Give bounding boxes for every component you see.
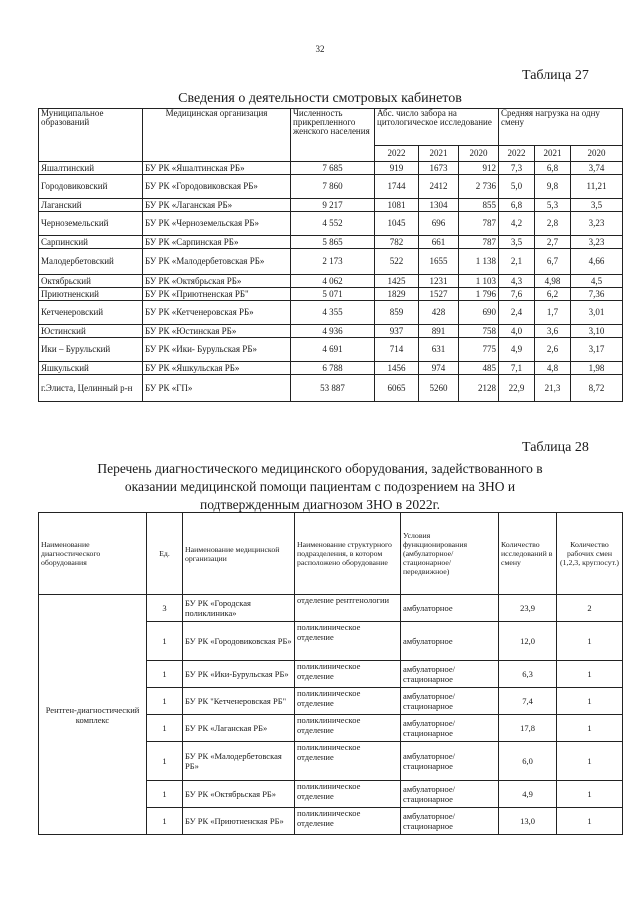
abs-2021-cell: 696 <box>419 212 459 236</box>
table28-row <box>39 595 623 622</box>
abs-2020-cell: 2128 <box>459 375 499 402</box>
abs-2022-cell: 1456 <box>375 362 419 375</box>
population-cell: 4 691 <box>291 338 375 362</box>
year-header: 2021 <box>419 146 459 162</box>
abs-2021-cell: 1304 <box>419 199 459 212</box>
org-cell: БУ РК "Кетченеровская РБ" <box>183 688 295 715</box>
shifts-cell: 1 <box>557 742 623 781</box>
shifts-cell: 1 <box>557 715 623 742</box>
abs-2020-cell: 1 103 <box>459 275 499 288</box>
count-cell: 6,3 <box>499 661 557 688</box>
population-cell: 2 173 <box>291 249 375 275</box>
load-2020-cell: 3,74 <box>571 162 623 175</box>
abs-2022-cell: 859 <box>375 301 419 325</box>
count-cell: 4,9 <box>499 781 557 808</box>
dept-cell: поликлиническое отделение <box>295 808 401 835</box>
load-2020-cell: 3,23 <box>571 236 623 249</box>
abs-2021-cell: 1231 <box>419 275 459 288</box>
dept-cell: поликлиническое отделение <box>295 688 401 715</box>
units-cell: 1 <box>147 622 183 661</box>
table28-title-line: оказании медицинской помощи пациентам с подозрением на ЗНО и <box>124 479 516 494</box>
table27-label: Таблица 27 <box>522 68 589 83</box>
header-conditions: Условия функционирования (амбулаторное/ стационарное/ передвижное) <box>401 513 499 595</box>
municipal-cell: Лаганский <box>39 199 143 212</box>
table27-title: Сведения о деятельности смотровых кабинетов <box>178 91 462 106</box>
table28-label: Таблица 28 <box>522 440 589 455</box>
units-cell: 1 <box>147 688 183 715</box>
load-2020-cell: 8,72 <box>571 375 623 402</box>
population-cell: 4 936 <box>291 325 375 338</box>
table27-row <box>39 275 623 288</box>
municipal-cell: Приютненский <box>39 288 143 301</box>
population-cell: 6 788 <box>291 362 375 375</box>
org-cell: БУ РК «Октябрьская РБ» <box>183 781 295 808</box>
header-count: Количество исследований в смену <box>499 513 557 595</box>
count-cell: 23,9 <box>499 595 557 622</box>
units-cell: 1 <box>147 715 183 742</box>
load-2021-cell: 3,6 <box>535 325 571 338</box>
org-cell: БУ РК «Сарпинская РБ» <box>143 236 291 249</box>
table27-row <box>39 249 623 275</box>
population-cell: 5 071 <box>291 288 375 301</box>
dept-cell: поликлиническое отделение <box>295 715 401 742</box>
org-cell: БУ РК «Городская поликлиника» <box>183 595 295 622</box>
abs-2022-cell: 1081 <box>375 199 419 212</box>
population-cell: 9 217 <box>291 199 375 212</box>
population-cell: 4 552 <box>291 212 375 236</box>
load-2021-cell: 6,7 <box>535 249 571 275</box>
table27-row <box>39 236 623 249</box>
org-cell: БУ РК «Малодербетовская РБ» <box>183 742 295 781</box>
population-cell: 5 865 <box>291 236 375 249</box>
abs-2021-cell: 661 <box>419 236 459 249</box>
header-units: Ед. <box>147 513 183 595</box>
table28-title-line: подтвержденным диагнозом ЗНО в 2022г. <box>199 497 441 512</box>
load-2022-cell: 4,2 <box>499 212 535 236</box>
municipal-cell: Октябрьский <box>39 275 143 288</box>
dept-cell: поликлиническое отделение <box>295 742 401 781</box>
year-header: 2022 <box>499 146 535 162</box>
header-abs: Абс. число забора на цитологическое исследование <box>375 109 499 146</box>
load-2020-cell: 1,98 <box>571 362 623 375</box>
municipal-cell: Юстинский <box>39 325 143 338</box>
abs-2020-cell: 912 <box>459 162 499 175</box>
abs-2020-cell: 787 <box>459 236 499 249</box>
abs-2020-cell: 787 <box>459 212 499 236</box>
dept-cell: отделение рентгенологии <box>295 595 401 622</box>
count-cell: 6,0 <box>499 742 557 781</box>
municipal-cell: Ики – Бурульский <box>39 338 143 362</box>
load-2020-cell: 3,01 <box>571 301 623 325</box>
load-2020-cell: 4,5 <box>571 275 623 288</box>
count-cell: 13,0 <box>499 808 557 835</box>
load-2020-cell: 11,21 <box>571 175 623 199</box>
count-cell: 7,4 <box>499 688 557 715</box>
org-cell: БУ РК «Ики- Бурульская РБ» <box>143 338 291 362</box>
table27 <box>38 108 623 402</box>
load-2021-cell: 6,8 <box>535 162 571 175</box>
abs-2021-cell: 1673 <box>419 162 459 175</box>
load-2022-cell: 6,8 <box>499 199 535 212</box>
abs-2022-cell: 1425 <box>375 275 419 288</box>
load-2022-cell: 7,6 <box>499 288 535 301</box>
units-cell: 3 <box>147 595 183 622</box>
load-2020-cell: 7,36 <box>571 288 623 301</box>
header-shifts: Количество рабочих смен (1,2,3, круглосут.) <box>557 513 623 595</box>
abs-2020-cell: 758 <box>459 325 499 338</box>
load-2021-cell: 6,2 <box>535 288 571 301</box>
abs-2020-cell: 1 796 <box>459 288 499 301</box>
org-cell: БУ РК «Приютненская РБ" <box>143 288 291 301</box>
load-2022-cell: 2,1 <box>499 249 535 275</box>
shifts-cell: 2 <box>557 595 623 622</box>
count-cell: 17,8 <box>499 715 557 742</box>
load-2021-cell: 1,7 <box>535 301 571 325</box>
abs-2022-cell: 6065 <box>375 375 419 402</box>
table27-row <box>39 212 623 236</box>
abs-2020-cell: 2 736 <box>459 175 499 199</box>
table28 <box>38 512 623 835</box>
equipment-group-cell: Рентген-диагностический комплекс <box>39 595 147 835</box>
table27-row <box>39 362 623 375</box>
load-2022-cell: 4,3 <box>499 275 535 288</box>
load-2021-cell: 21,3 <box>535 375 571 402</box>
dept-cell: поликлиническое отделение <box>295 622 401 661</box>
abs-2021-cell: 1527 <box>419 288 459 301</box>
conditions-cell: амбулаторное/ стационарное <box>401 688 499 715</box>
load-2022-cell: 7,3 <box>499 162 535 175</box>
abs-2022-cell: 522 <box>375 249 419 275</box>
population-cell: 4 355 <box>291 301 375 325</box>
header-equipment: Наименование диагностического оборудования <box>39 513 147 595</box>
load-2020-cell: 3,10 <box>571 325 623 338</box>
abs-2021-cell: 428 <box>419 301 459 325</box>
load-2021-cell: 2,7 <box>535 236 571 249</box>
load-2022-cell: 5,0 <box>499 175 535 199</box>
municipal-cell: Сарпинский <box>39 236 143 249</box>
shifts-cell: 1 <box>557 781 623 808</box>
abs-2022-cell: 1045 <box>375 212 419 236</box>
org-cell: БУ РК «Юстинская РБ» <box>143 325 291 338</box>
abs-2022-cell: 782 <box>375 236 419 249</box>
abs-2021-cell: 2412 <box>419 175 459 199</box>
year-header: 2020 <box>459 146 499 162</box>
municipal-cell: Яшалтинский <box>39 162 143 175</box>
load-2020-cell: 4,66 <box>571 249 623 275</box>
conditions-cell: амбулаторное/ стационарное <box>401 715 499 742</box>
load-2022-cell: 3,5 <box>499 236 535 249</box>
table27-row <box>39 325 623 338</box>
municipal-cell: Яшкульский <box>39 362 143 375</box>
population-cell: 4 062 <box>291 275 375 288</box>
org-cell: БУ РК «Яшалтинская РБ» <box>143 162 291 175</box>
table27-row <box>39 288 623 301</box>
year-header: 2020 <box>571 146 623 162</box>
load-2022-cell: 2,4 <box>499 301 535 325</box>
header-org: Медицинская организация <box>143 109 291 162</box>
conditions-cell: амбулаторное/ стационарное <box>401 808 499 835</box>
load-2021-cell: 2,6 <box>535 338 571 362</box>
header-dept: Наименование структурного подразделения, в котором расположено оборудование <box>295 513 401 595</box>
load-2021-cell: 4,98 <box>535 275 571 288</box>
abs-2022-cell: 919 <box>375 162 419 175</box>
org-cell: БУ РК «Черноземельская РБ» <box>143 212 291 236</box>
units-cell: 1 <box>147 781 183 808</box>
shifts-cell: 1 <box>557 661 623 688</box>
shifts-cell: 1 <box>557 688 623 715</box>
abs-2020-cell: 1 138 <box>459 249 499 275</box>
abs-2020-cell: 775 <box>459 338 499 362</box>
org-cell: БУ РК «Кетченеровская РБ» <box>143 301 291 325</box>
header-org: Наименование медицинской организации <box>183 513 295 595</box>
shifts-cell: 1 <box>557 622 623 661</box>
org-cell: БУ РК «Лаганская РБ» <box>143 199 291 212</box>
page-number: 32 <box>315 44 325 54</box>
conditions-cell: амбулаторное <box>401 622 499 661</box>
abs-2021-cell: 1655 <box>419 249 459 275</box>
conditions-cell: амбулаторное/ стационарное <box>401 781 499 808</box>
table27-row <box>39 375 623 402</box>
population-cell: 53 887 <box>291 375 375 402</box>
load-2021-cell: 2,8 <box>535 212 571 236</box>
org-cell: БУ РК «Малодербетовская РБ» <box>143 249 291 275</box>
units-cell: 1 <box>147 661 183 688</box>
org-cell: БУ РК «Городовиковская РБ» <box>143 175 291 199</box>
abs-2021-cell: 5260 <box>419 375 459 402</box>
load-2022-cell: 22,9 <box>499 375 535 402</box>
header-load: Средняя нагрузка на одну смену <box>499 109 623 146</box>
table27-row <box>39 199 623 212</box>
abs-2021-cell: 891 <box>419 325 459 338</box>
load-2022-cell: 4,9 <box>499 338 535 362</box>
org-cell: БУ РК «Октябрьская РБ» <box>143 275 291 288</box>
population-cell: 7 685 <box>291 162 375 175</box>
load-2020-cell: 3,23 <box>571 212 623 236</box>
abs-2022-cell: 1744 <box>375 175 419 199</box>
municipal-cell: Малодербетовский <box>39 249 143 275</box>
table27-row <box>39 162 623 175</box>
load-2021-cell: 5,3 <box>535 199 571 212</box>
count-cell: 12,0 <box>499 622 557 661</box>
abs-2021-cell: 631 <box>419 338 459 362</box>
load-2022-cell: 7,1 <box>499 362 535 375</box>
abs-2020-cell: 855 <box>459 199 499 212</box>
municipal-cell: Кетченеровский <box>39 301 143 325</box>
conditions-cell: амбулаторное/ стационарное <box>401 661 499 688</box>
abs-2022-cell: 937 <box>375 325 419 338</box>
header-municipal: Муниципальное образований <box>39 109 143 162</box>
table27-row <box>39 175 623 199</box>
year-header: 2021 <box>535 146 571 162</box>
conditions-cell: амбулаторное/ стационарное <box>401 742 499 781</box>
load-2022-cell: 4,0 <box>499 325 535 338</box>
abs-2020-cell: 485 <box>459 362 499 375</box>
load-2020-cell: 3,5 <box>571 199 623 212</box>
org-cell: БУ РК «Приютненская РБ» <box>183 808 295 835</box>
units-cell: 1 <box>147 742 183 781</box>
dept-cell: поликлиническое отделение <box>295 661 401 688</box>
table28-title <box>0 460 640 514</box>
abs-2020-cell: 690 <box>459 301 499 325</box>
year-header: 2022 <box>375 146 419 162</box>
org-cell: БУ РК «ГП» <box>143 375 291 402</box>
load-2020-cell: 3,17 <box>571 338 623 362</box>
abs-2022-cell: 1829 <box>375 288 419 301</box>
municipal-cell: Черноземельский <box>39 212 143 236</box>
org-cell: БУ РК «Лаганская РБ» <box>183 715 295 742</box>
units-cell: 1 <box>147 808 183 835</box>
table27-row <box>39 301 623 325</box>
municipal-cell: г.Элиста, Целинный р-н <box>39 375 143 402</box>
org-cell: БУ РК «Яшкульская РБ» <box>143 362 291 375</box>
shifts-cell: 1 <box>557 808 623 835</box>
org-cell: БУ РК «Городовиковская РБ» <box>183 622 295 661</box>
load-2021-cell: 4,8 <box>535 362 571 375</box>
population-cell: 7 860 <box>291 175 375 199</box>
table27-row <box>39 338 623 362</box>
org-cell: БУ РК «Ики-Бурульская РБ» <box>183 661 295 688</box>
conditions-cell: амбулаторное <box>401 595 499 622</box>
load-2021-cell: 9,8 <box>535 175 571 199</box>
abs-2022-cell: 714 <box>375 338 419 362</box>
dept-cell: поликлиническое отделение <box>295 781 401 808</box>
municipal-cell: Городовиковский <box>39 175 143 199</box>
header-population: Численность прикрепленного женского населения <box>291 109 375 162</box>
abs-2021-cell: 974 <box>419 362 459 375</box>
table28-title-line: Перечень диагностического медицинского оборудования, задействованного в <box>97 461 543 476</box>
